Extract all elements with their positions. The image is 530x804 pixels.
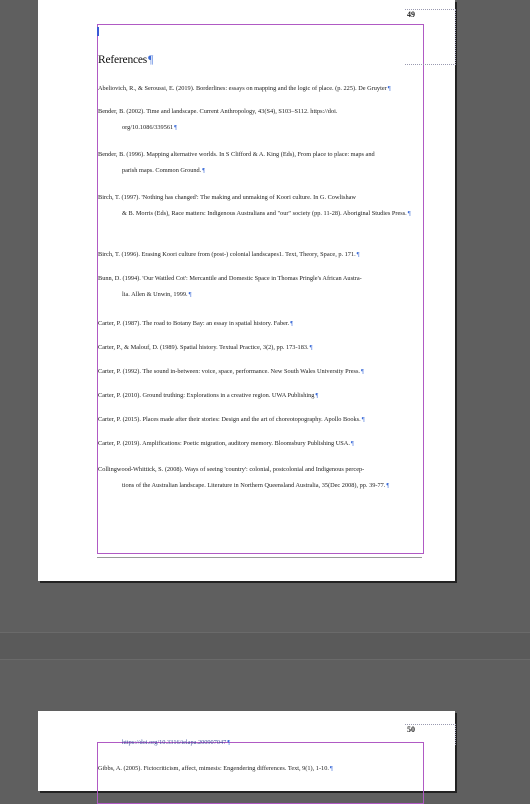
reference-entry: Bender, B. (1996). Mapping alternative worlds. In S Clifford & A. King (Eds), From place to place: maps and parish maps. Common Ground.¶ [98,151,375,174]
reference-entry: Gibbs, A. (2005). Fictocriticism, affect, mimesis: Engendering differences. Text, 9(1), 1-10.¶ [98,765,333,772]
page-number: 50 [407,725,415,734]
reference-entry: Bender, B. (2002). Time and landscape. Current Anthropology, 43(S4), S103–S112. https://doi. org/10.1086/339561¶ [98,108,338,131]
text-cursor [97,27,99,36]
page-number: 49 [407,10,415,19]
reference-entry: Carter, P. (2015). Places made after their stories: Design and the art of choreotopography. Apollo Books.¶ [98,416,365,423]
document-page-50 [38,711,455,791]
reference-entry: Birch, T. (1997). 'Nothing has changed': The making and unmaking of Koori culture. In G. Cowlishaw & B. Morris (Eds), Race matters: Indigenous Australians and "our" society (pp. 11-28). Aboriginal Studies Press.¶ [98,194,411,217]
footer-rule [97,557,422,558]
reference-entry: Bunn, D. (1994). 'Our Wattled Cot': Mercantile and Domestic Space in Thomas Pringle's African Austra- lia. Allen & Unwin, 1999.¶ [98,275,362,298]
reference-entry: Carter, P. (1992). The sound in-between: voice, space, performance. New South Wales University Press.¶ [98,368,364,375]
references-heading: References¶ [98,54,154,66]
text-frame[interactable] [97,742,424,804]
document-page-49 [38,0,455,581]
reference-entry: Carter, P., & Malouf, D. (1989). Spatial history. Textual Practice, 3(2), pp. 173-183.¶ [98,344,313,351]
reference-entry: Carter, P. (2019). Amplifications: Poetic migration, auditory memory. Bloomsbury Publishing USA.¶ [98,440,354,447]
reference-entry: Abeliovich, R., & Seroussi, E. (2019). Borderlines: essays on mapping and the logic of place. (p. 225). De Gruyter¶ [98,85,391,92]
reference-entry: Carter, P. (1987). The road to Botany Bay: an essay in spatial history. Faber.¶ [98,320,294,327]
reference-entry: Collingwood-Whittick, S. (2008). Ways of seeing 'country': colonial, postcolonial and Indigenous percep- tions of the Australian landscape. Literature in Northern Queensland Australia, 35(Dec 2008), pp. 39-77.¶ [98,466,390,489]
reference-entry: Carter, P. (2010). Ground truthing: Explorations in a creative region. UWA Publishing¶ [98,392,319,399]
pasteboard-gap [0,632,530,660]
reference-entry: Birch, T. (1996). Erasing Koori culture from (post-) colonial landscapes1. Text, Theory, Space, p. 171.¶ [98,251,360,258]
doi-link[interactable]: https://doi.org/10.3316/ielapa.200907047¶ [122,739,231,746]
